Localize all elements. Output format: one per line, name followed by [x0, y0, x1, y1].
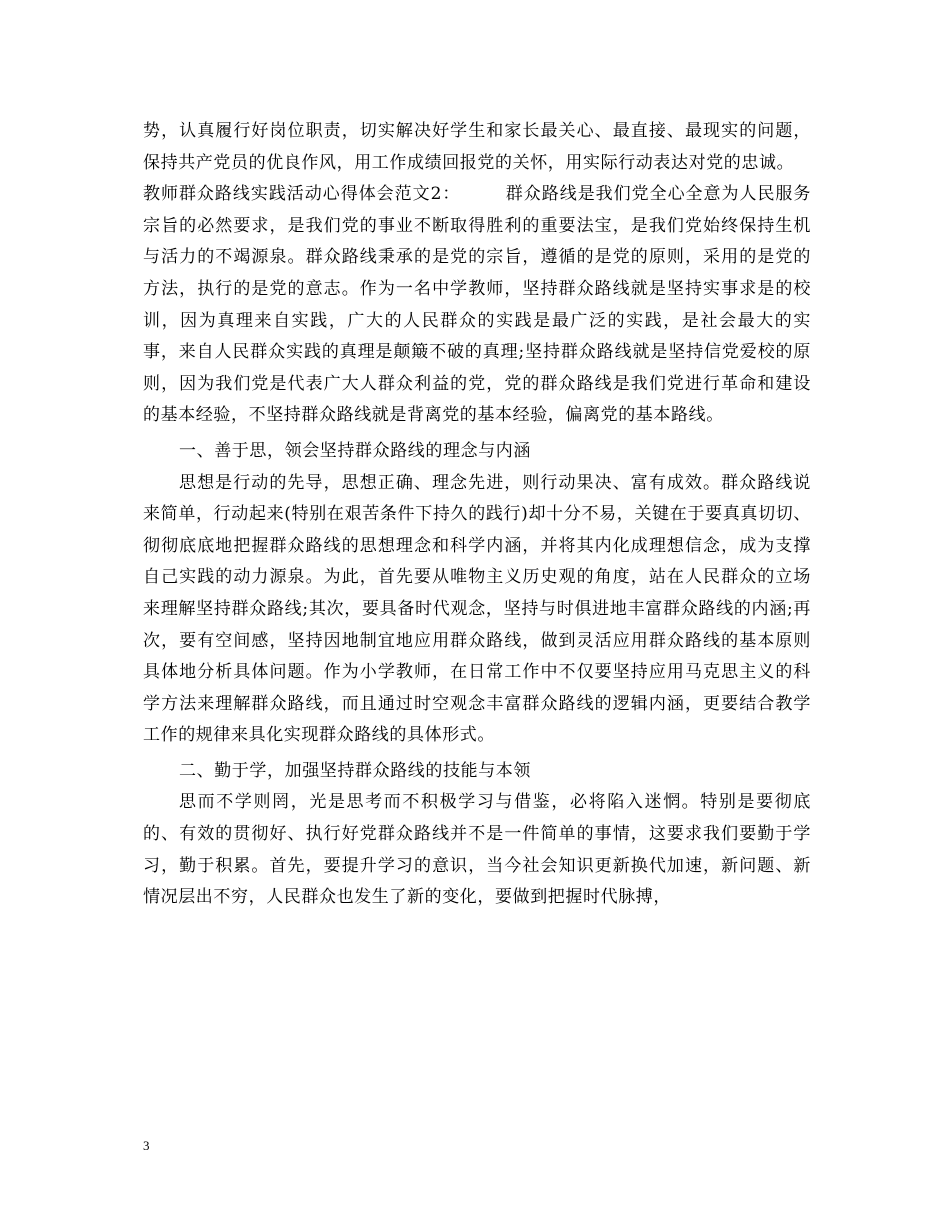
- page-number: 3: [143, 1138, 150, 1153]
- paragraph-continuation: 势，认真履行好岗位职责，切实解决好学生和家长最关心、最直接、最现实的问题，保持共产党员的优良作风，用工作成绩回报党的关怀，用实际行动表达对党的忠诚。: [143, 121, 811, 173]
- section-heading-1: 一、善于思，领会坚持群众路线的理念与内涵: [179, 440, 531, 461]
- paragraph-section-1-body: 思想是行动的先导，思想正确、理念先进，则行动果决、富有成效。群众路线说来简单，行动起来(特别在艰苦条件下持久的践行)却十分不易，关键在于要真真切切、彻彻底底地把握群众路线的思想理念和科学内涵，并将其内化成理想信念，成为支撑自己实践的动力源泉。为此，首先要从唯物主义历史观的角度，站在人民群众的立场来理解坚持群众路线;其次，要具备时代观念，坚持与时俱进地丰富群众路线的内涵;再次，要有空间感，坚持因地制宜地应用群众路线，做到灵活应用群众路线的基本原则具体地分析具体问题。作为小学教师，在日常工作中不仅要坚持应用马克思主义的科学方法来理解群众路线，而且通过时空观念丰富群众路线的逻辑内涵，更要结合教学工作的规律来具化实现群众路线的具体形式。: [143, 472, 811, 746]
- section-heading-2: 二、勤于学，加强坚持群众路线的技能与本领: [179, 760, 531, 781]
- paragraph-essay-title: 教师群众路线实践活动心得体会范文2： 群众路线是我们党全心全意为人民服务宗旨的必然要求，是我们党的事业不断取得胜利的重要法宝，是我们党始终保持生机与活力的不竭源泉。群众路线秉承的是党的宗旨，遵循的是党的原则，采用的是党的方法，执行的是党的意志。作为一名中学教师，坚持群众路线就是坚持实事求是的校训，因为真理来自实践，广大的人民群众的实践是最广泛的实践，是社会最大的实事，来自人民群众实践的真理是颠簸不破的真理;坚持群众路线就是坚持信党爱校的原则，因为我们党是代表广大人群众利益的党，党的群众路线是我们党进行革命和建设的基本经验，不坚持群众路线就是背离党的基本经验，偏离党的基本路线。: [143, 184, 811, 426]
- document-body: [143, 116, 811, 914]
- paragraph-section-2-body: 思而不学则罔，光是思考而不积极学习与借鉴，必将陷入迷惘。特别是要彻底的、有效的贯彻好、执行好党群众路线并不是一件简单的事情，这要求我们要勤于学习，勤于积累。首先，要提升学习的意识，当今社会知识更新换代加速，新问题、新情况层出不穷，人民群众也发生了新的变化，要做到把握时代脉搏，: [143, 792, 811, 908]
